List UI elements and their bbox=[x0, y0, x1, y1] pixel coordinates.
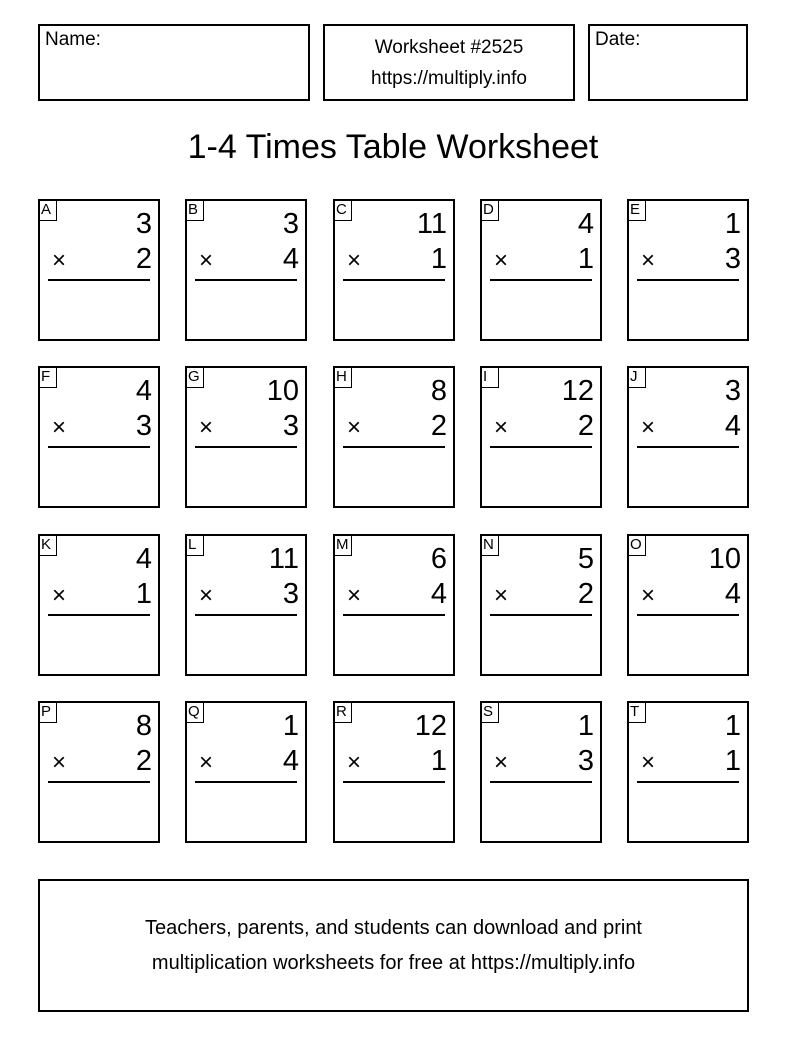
problem-card[interactable] bbox=[627, 366, 749, 508]
answer-line bbox=[195, 279, 297, 281]
multiplicand: 6 bbox=[430, 543, 447, 575]
page-title: 1-4 Times Table Worksheet bbox=[187, 128, 599, 166]
multiplier: 2 bbox=[577, 578, 594, 610]
times-sign: × bbox=[641, 582, 656, 609]
multiplier: 3 bbox=[135, 410, 152, 442]
times-sign: × bbox=[199, 414, 214, 441]
multiplicand: 11 bbox=[416, 208, 447, 240]
problem-letter: K bbox=[38, 534, 57, 556]
multiplicand: 10 bbox=[266, 375, 299, 407]
problem-letter: J bbox=[627, 366, 646, 388]
problem-letter: I bbox=[480, 366, 499, 388]
multiplier: 1 bbox=[430, 745, 447, 777]
problem-card[interactable] bbox=[38, 534, 160, 676]
date-field-box[interactable] bbox=[588, 24, 748, 101]
problem-card[interactable] bbox=[185, 534, 307, 676]
problem-card[interactable] bbox=[38, 366, 160, 508]
multiplier: 4 bbox=[282, 243, 299, 275]
times-sign: × bbox=[641, 247, 656, 274]
times-sign: × bbox=[347, 749, 362, 776]
problem-card[interactable] bbox=[38, 701, 160, 843]
problem-letter: N bbox=[480, 534, 499, 556]
problem-letter: O bbox=[627, 534, 646, 556]
problem-letter: R bbox=[333, 701, 352, 723]
multiplicand: 11 bbox=[268, 543, 299, 575]
problem-card[interactable] bbox=[627, 534, 749, 676]
times-sign: × bbox=[347, 247, 362, 274]
multiplier: 1 bbox=[577, 243, 594, 275]
multiplicand: 3 bbox=[724, 375, 741, 407]
answer-line bbox=[343, 446, 445, 448]
multiplier: 1 bbox=[135, 578, 152, 610]
problem-card[interactable] bbox=[185, 701, 307, 843]
times-sign: × bbox=[641, 749, 656, 776]
problem-letter: L bbox=[185, 534, 204, 556]
problem-card[interactable] bbox=[480, 701, 602, 843]
worksheet-id: Worksheet #2525 bbox=[374, 37, 524, 58]
multiplier: 4 bbox=[282, 745, 299, 777]
worksheet-url: https://multiply.info bbox=[371, 68, 527, 89]
times-sign: × bbox=[52, 582, 67, 609]
problem-letter: P bbox=[38, 701, 57, 723]
answer-line bbox=[195, 446, 297, 448]
worksheet-info-box bbox=[323, 24, 575, 101]
times-sign: × bbox=[199, 247, 214, 274]
multiplier: 3 bbox=[724, 243, 741, 275]
problem-letter: C bbox=[333, 199, 352, 221]
problem-card[interactable] bbox=[333, 701, 455, 843]
problem-letter: E bbox=[627, 199, 646, 221]
answer-line bbox=[637, 614, 739, 616]
problem-card[interactable] bbox=[185, 199, 307, 341]
answer-line bbox=[195, 614, 297, 616]
multiplicand: 3 bbox=[282, 208, 299, 240]
multiplicand: 1 bbox=[577, 710, 594, 742]
name-label: Name: bbox=[45, 29, 101, 50]
multiplicand: 4 bbox=[135, 375, 152, 407]
multiplicand: 8 bbox=[135, 710, 152, 742]
multiplicand: 10 bbox=[708, 543, 741, 575]
problem-letter: M bbox=[333, 534, 352, 556]
footer-line-2: multiplication worksheets for free at https://multiply.info bbox=[151, 952, 636, 974]
date-label: Date: bbox=[595, 29, 641, 50]
problem-card[interactable] bbox=[333, 366, 455, 508]
multiplicand: 1 bbox=[282, 710, 299, 742]
answer-line bbox=[490, 446, 592, 448]
multiplier: 4 bbox=[430, 578, 447, 610]
answer-line bbox=[48, 279, 150, 281]
multiplier: 2 bbox=[135, 745, 152, 777]
times-sign: × bbox=[641, 414, 656, 441]
problem-letter: B bbox=[185, 199, 204, 221]
multiplier: 2 bbox=[135, 243, 152, 275]
problem-grid bbox=[38, 199, 749, 843]
problem-card[interactable] bbox=[627, 701, 749, 843]
problem-letter: F bbox=[38, 366, 57, 388]
multiplicand: 1 bbox=[724, 208, 741, 240]
answer-line bbox=[48, 614, 150, 616]
multiplier: 2 bbox=[430, 410, 447, 442]
problem-letter: H bbox=[333, 366, 352, 388]
problem-card[interactable] bbox=[480, 366, 602, 508]
times-sign: × bbox=[494, 247, 509, 274]
problem-card[interactable] bbox=[480, 199, 602, 341]
multiplier: 3 bbox=[577, 745, 594, 777]
problem-letter: G bbox=[185, 366, 204, 388]
answer-line bbox=[637, 446, 739, 448]
times-sign: × bbox=[52, 414, 67, 441]
multiplicand: 4 bbox=[577, 208, 594, 240]
footer-line-1: Teachers, parents, and students can download and print bbox=[145, 917, 642, 939]
answer-line bbox=[637, 781, 739, 783]
answer-line bbox=[343, 279, 445, 281]
answer-line bbox=[490, 781, 592, 783]
times-sign: × bbox=[52, 247, 67, 274]
problem-letter: S bbox=[480, 701, 499, 723]
times-sign: × bbox=[52, 749, 67, 776]
answer-line bbox=[343, 781, 445, 783]
answer-line bbox=[48, 446, 150, 448]
problem-letter: T bbox=[627, 701, 646, 723]
problem-letter: Q bbox=[185, 701, 204, 723]
multiplier: 1 bbox=[724, 745, 741, 777]
times-sign: × bbox=[347, 414, 362, 441]
times-sign: × bbox=[494, 582, 509, 609]
multiplier: 1 bbox=[430, 243, 447, 275]
times-sign: × bbox=[494, 749, 509, 776]
times-sign: × bbox=[199, 582, 214, 609]
answer-line bbox=[490, 279, 592, 281]
problem-card[interactable] bbox=[333, 534, 455, 676]
times-sign: × bbox=[199, 749, 214, 776]
problem-card[interactable] bbox=[38, 199, 160, 341]
multiplicand: 4 bbox=[135, 543, 152, 575]
multiplicand: 5 bbox=[577, 543, 594, 575]
multiplicand: 1 bbox=[724, 710, 741, 742]
multiplier: 2 bbox=[577, 410, 594, 442]
answer-line bbox=[637, 279, 739, 281]
answer-line bbox=[490, 614, 592, 616]
problem-card[interactable] bbox=[627, 199, 749, 341]
problem-letter: D bbox=[480, 199, 499, 221]
answer-line bbox=[195, 781, 297, 783]
answer-line bbox=[343, 614, 445, 616]
times-sign: × bbox=[494, 414, 509, 441]
problem-card[interactable] bbox=[480, 534, 602, 676]
multiplier: 3 bbox=[282, 578, 299, 610]
footer-box bbox=[38, 879, 749, 1012]
problem-card[interactable] bbox=[333, 199, 455, 341]
problem-letter: A bbox=[38, 199, 57, 221]
multiplicand: 8 bbox=[430, 375, 447, 407]
multiplier: 4 bbox=[724, 410, 741, 442]
name-field-box[interactable] bbox=[38, 24, 310, 101]
multiplier: 3 bbox=[282, 410, 299, 442]
times-sign: × bbox=[347, 582, 362, 609]
multiplier: 4 bbox=[724, 578, 741, 610]
multiplicand: 12 bbox=[561, 375, 594, 407]
multiplicand: 12 bbox=[414, 710, 447, 742]
answer-line bbox=[48, 781, 150, 783]
problem-card[interactable] bbox=[185, 366, 307, 508]
multiplicand: 3 bbox=[135, 208, 152, 240]
